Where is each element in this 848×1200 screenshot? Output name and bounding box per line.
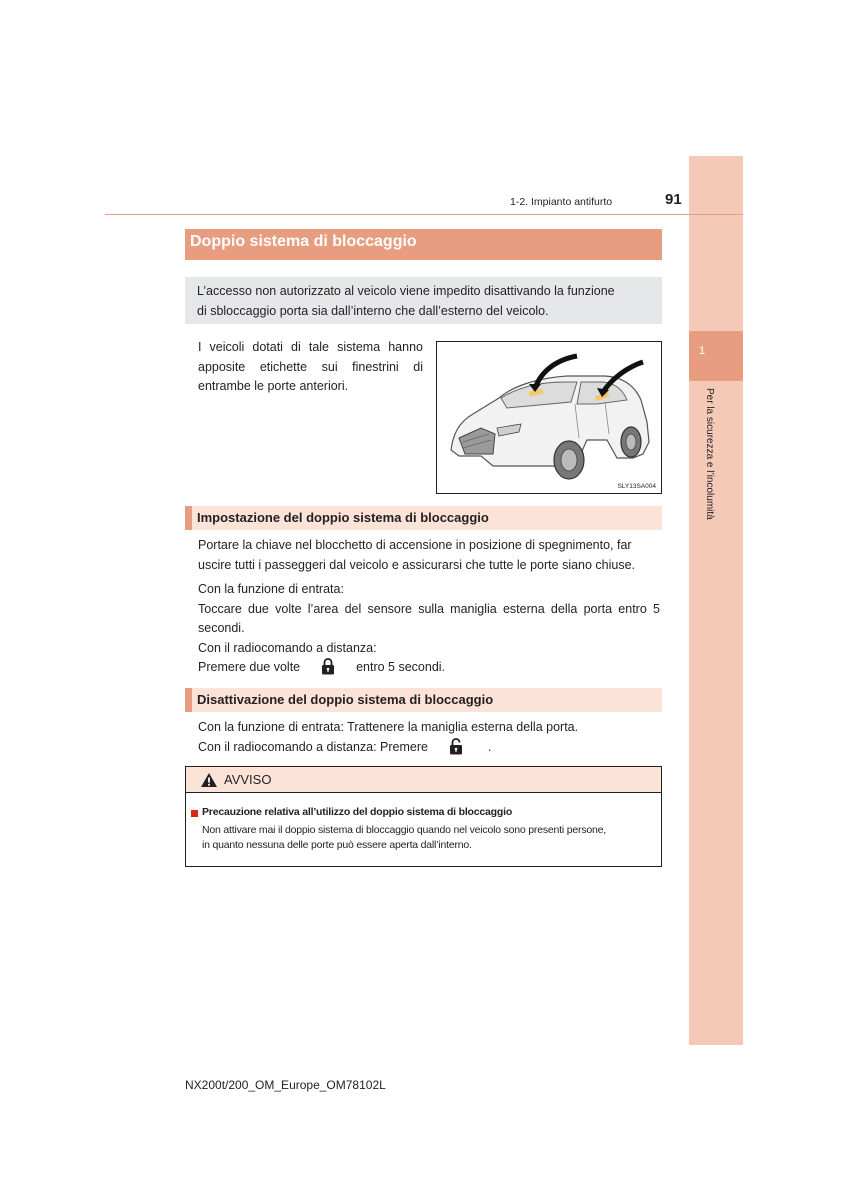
- deactivation-line2: [198, 738, 660, 758]
- deactivation-body: [198, 718, 660, 757]
- setting-remote-post: entro 5 secondi.: [356, 660, 446, 674]
- deactivation-title: Disattivazione del doppio sistema di bloccaggio: [197, 692, 494, 707]
- vehicle-note: [198, 338, 423, 397]
- intro-line-2: di sbloccaggio porta sia dall’interno che dall’esterno del veicolo.: [197, 304, 549, 318]
- page-number: 91: [665, 191, 682, 208]
- setting-entry-line1: Toccare due volte l’area del sensore sulla maniglia esterna della porta entro 5: [198, 601, 660, 616]
- vehicle-note-line-1: I veicoli dotati di tale sistema hanno: [198, 340, 423, 354]
- warning-subtitle: Precauzione relativa all’utilizzo del doppio sistema di bloccaggio: [202, 806, 513, 818]
- car-drawing: [437, 342, 661, 493]
- setting-body: [198, 536, 660, 678]
- side-tab-active-marker: [689, 331, 743, 381]
- header-rule: [105, 214, 743, 215]
- intro-box: [185, 277, 662, 324]
- footer-code: NX200t/200_OM_Europe_OM78102L: [185, 1078, 386, 1092]
- deactivation-line1: Con la funzione di entrata: Trattenere la maniglia esterna della porta.: [198, 720, 579, 734]
- setting-p1-line2: uscire tutti i passeggeri dal veicolo e assicurarsi che tutte le porte siano chiuse.: [198, 557, 636, 572]
- warning-line2: in quanto nessuna delle porte può essere aperta dall’interno.: [202, 839, 472, 851]
- setting-title: Impostazione del doppio sistema di bloccaggio: [197, 510, 489, 525]
- side-tab-label: Per la sicurezza e l’incolumità: [704, 388, 715, 520]
- deactivation-line2-post: .: [487, 739, 492, 754]
- warning-triangle-icon: [200, 772, 218, 788]
- vehicle-note-line-2: apposite etichette sui finestrini di: [198, 359, 423, 374]
- deactivation-line2-pre: Con il radiocomando a distanza: Premere: [198, 739, 428, 754]
- warning-label: AVVISO: [224, 772, 272, 787]
- setting-entry-line2: secondi.: [198, 621, 245, 635]
- side-tab-bar: [689, 156, 743, 1045]
- setting-p1-line1: Portare la chiave nel blocchetto di accensione in posizione di spegnimento, far: [198, 538, 632, 552]
- warning-text: [202, 823, 657, 853]
- vehicle-note-line-3: entrambe le porte anteriori.: [198, 379, 349, 393]
- warning-bullet: [191, 810, 198, 817]
- warning-header: [186, 767, 661, 793]
- unlock-icon: [449, 738, 463, 755]
- setting-remote-line: [198, 658, 660, 678]
- vehicle-illustration: [436, 341, 662, 494]
- page-title: Doppio sistema di bloccaggio: [190, 233, 417, 250]
- intro-line-1: L’accesso non autorizzato al veicolo viene impedito disattivando la funzione: [197, 284, 615, 298]
- warning-box: [185, 766, 662, 867]
- side-tab-number: 1: [699, 345, 706, 357]
- warning-line1: Non attivare mai il doppio sistema di bloccaggio quando nel veicolo sono presenti persone,: [202, 824, 607, 836]
- setting-remote-pre: Premere due volte: [198, 660, 301, 674]
- lock-icon: [321, 658, 335, 675]
- setting-remote-label: Con il radiocomando a distanza:: [198, 640, 377, 655]
- header-section: 1-2. Impianto antifurto: [510, 196, 613, 208]
- image-code: SLY13SA004: [617, 483, 656, 490]
- setting-entry-label: Con la funzione di entrata:: [198, 582, 344, 596]
